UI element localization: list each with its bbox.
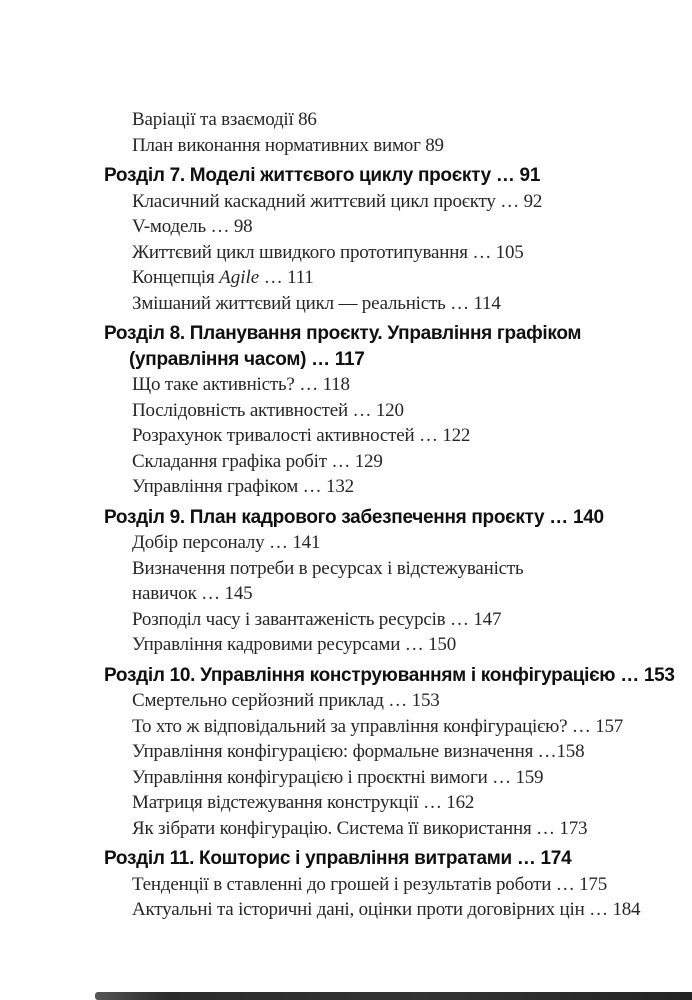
toc-section — [104, 663, 675, 842]
chapter-heading-line: (управління часом) … 117 — [129, 348, 365, 370]
toc-entry — [132, 714, 656, 740]
entry-text: Тенденції в ставленні до грошей і результатів роботи … 175 — [132, 873, 607, 895]
entry-text: Визначення потреби в ресурсах і відстежуваність — [132, 557, 524, 579]
toc-entry-line — [132, 189, 656, 215]
entry-text: Як зібрати конфігурацію. Система її використання … 173 — [132, 817, 588, 839]
toc-entry — [132, 790, 656, 816]
toc-entry-line — [132, 449, 656, 475]
chapter-heading-line: Розділ 11. Кошторис і управління витратами … 174 — [104, 848, 572, 869]
toc-entry — [132, 632, 656, 658]
toc-entry — [132, 816, 656, 842]
entry-text: Послідовність активностей … 120 — [132, 399, 404, 421]
toc-entry-line — [132, 872, 656, 898]
entry-text: Класичний каскадний життєвий цикл проєкту … 92 — [132, 190, 543, 212]
toc-entry-line — [132, 133, 656, 159]
entry-text: Управління конфігурацією і проєктні вимоги … 159 — [132, 766, 544, 788]
chapter-heading — [104, 846, 656, 872]
chapter-heading-line: Розділ 9. План кадрового забезпечення проєкту … 140 — [104, 506, 604, 528]
toc-entry-line — [132, 816, 656, 842]
toc-entry — [132, 240, 656, 266]
entry-text: Актуальні та історичні дані, оцінки проти договірних цін … 184 — [132, 899, 641, 920]
entry-text: V-модель … 98 — [132, 216, 253, 237]
toc-entry-line — [132, 581, 656, 607]
toc-entry — [132, 607, 656, 633]
toc-entry — [132, 556, 656, 607]
toc-entry — [132, 449, 656, 475]
toc-entry-line — [132, 474, 656, 500]
toc-entry — [132, 897, 656, 923]
toc-section — [104, 107, 656, 158]
toc-entry-line — [132, 214, 656, 240]
entry-text: Розрахунок тривалості активностей … 122 — [132, 425, 471, 446]
toc-section — [104, 505, 656, 658]
toc-section — [104, 846, 656, 923]
chapter-heading-line: Розділ 7. Моделі життєвого циклу проєкту … 91 — [104, 165, 541, 186]
chapter-heading — [104, 163, 656, 189]
toc-entry-line — [132, 790, 656, 816]
entry-text: Управління кадровими ресурсами … 150 — [132, 634, 456, 655]
toc-entry — [132, 133, 656, 159]
toc-entry-line — [132, 688, 656, 714]
toc-entry-line — [132, 423, 656, 449]
toc-entry-line — [132, 607, 656, 633]
scan-artifact-bar — [95, 992, 692, 1000]
toc-entry — [132, 530, 656, 556]
entry-text: Життєвий цикл швидкого прототипування … 105 — [132, 241, 524, 263]
toc-entry-line — [132, 765, 656, 791]
toc-entry-line — [132, 265, 656, 291]
toc-entry-line — [132, 632, 656, 658]
toc-entry-line — [132, 291, 656, 317]
chapter-heading-line: Розділ 8. Планування проєкту. Управління графіком — [104, 323, 582, 344]
toc-entry-line — [132, 739, 656, 765]
entry-text: Складання графіка робіт … 129 — [132, 450, 383, 472]
entry-text: Добір персоналу … 141 — [132, 532, 321, 553]
toc-entry-line — [132, 897, 656, 923]
entry-text: Розподіл часу і завантаженість ресурсів … 147 — [132, 608, 502, 630]
toc-entry — [132, 372, 656, 398]
toc-entry — [132, 872, 656, 898]
toc-entry-line — [132, 530, 656, 556]
toc-entry — [132, 765, 656, 791]
toc-entry — [132, 107, 656, 133]
entry-text: Концепція — [132, 267, 220, 288]
entry-text: Змішаний життєвий цикл — реальність … 114 — [132, 292, 501, 314]
italic-term: Agile — [219, 267, 260, 288]
entry-text: То хто ж відповідальний за управління конфігурацією? … 157 — [132, 715, 624, 737]
toc-entry-line — [132, 714, 656, 740]
chapter-heading — [104, 663, 675, 689]
entry-text: Управління конфігурацією: формальне визначення …158 — [132, 741, 585, 762]
toc-section — [104, 321, 656, 500]
toc-entry — [132, 291, 656, 317]
toc-section — [104, 163, 656, 316]
toc-entry — [132, 265, 656, 291]
toc-entry — [132, 423, 656, 449]
entry-text: Управління графіком … 132 — [132, 476, 354, 497]
chapter-heading — [104, 505, 656, 531]
chapter-heading-line: Розділ 10. Управління конструюванням і конфігурацією … 153 — [104, 664, 675, 686]
entry-text: … 111 — [259, 267, 314, 288]
entry-text: навичок … 145 — [132, 583, 253, 604]
toc-entry — [132, 474, 656, 500]
chapter-heading — [104, 321, 656, 372]
entry-text: Що таке активність? … 118 — [132, 374, 350, 395]
toc-entry — [132, 398, 656, 424]
entry-text: Варіації та взаємодії 86 — [132, 109, 317, 130]
toc-entry — [132, 189, 656, 215]
toc-entry — [132, 688, 656, 714]
toc-entry — [132, 739, 656, 765]
toc-entry-line — [132, 556, 656, 582]
toc — [104, 107, 675, 923]
toc-entry-line — [132, 240, 656, 266]
entry-text: Матриця відстежування конструкції … 162 — [132, 792, 475, 813]
entry-text: Смертельно серйозний приклад … 153 — [132, 690, 440, 711]
toc-entry-line — [132, 107, 656, 133]
toc-entry — [132, 214, 656, 240]
toc-entry-line — [132, 372, 656, 398]
toc-entry-line — [132, 398, 656, 424]
entry-text: План виконання нормативних вимог 89 — [132, 134, 444, 156]
